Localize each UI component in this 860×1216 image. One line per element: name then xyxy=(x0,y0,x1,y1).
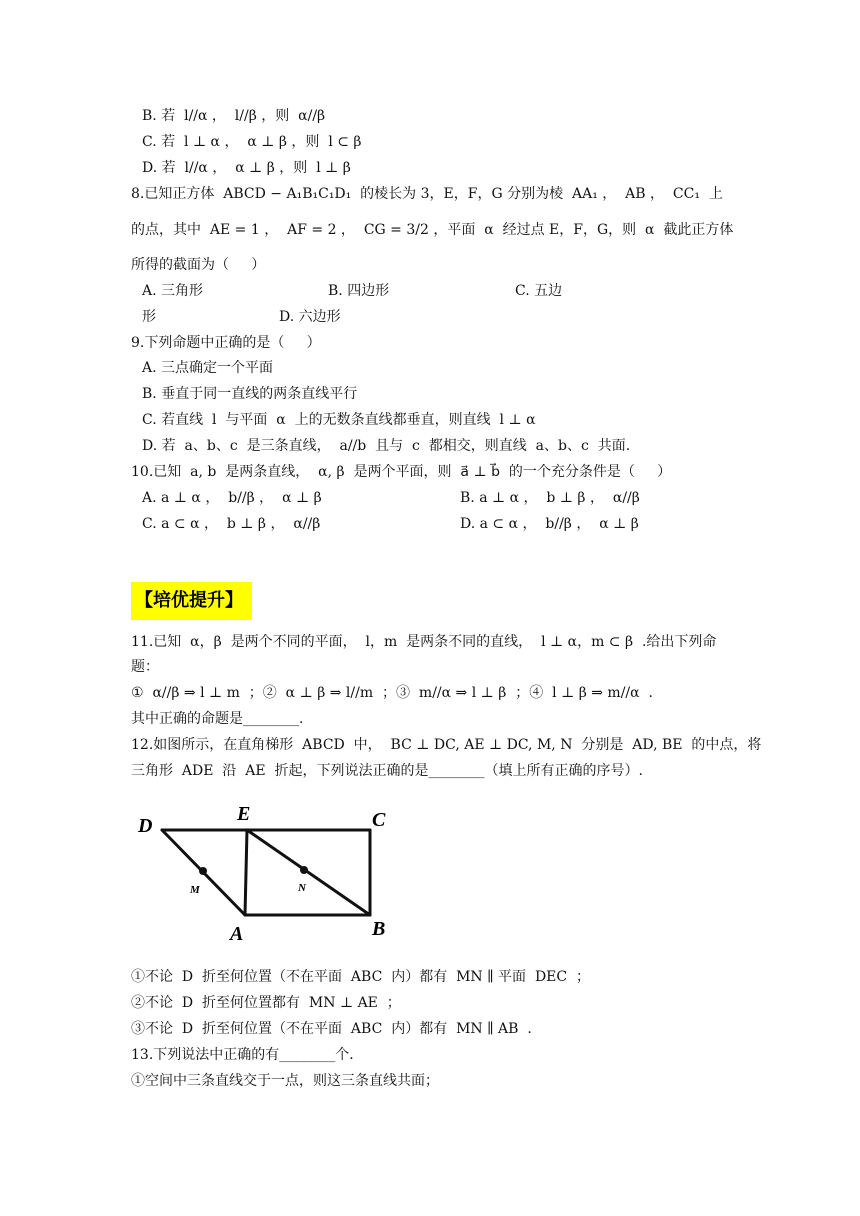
label-d: D xyxy=(138,815,153,837)
question-12-statement-3: ③不论 D 折至何位置（不在平面 ABC 内）都有 MN ∥ AB . xyxy=(131,1021,532,1037)
question-11-blank: 其中正确的命题是________. xyxy=(131,711,304,727)
question-13-statement-1: ①空间中三条直线交于一点，则这三条直线共面； xyxy=(131,1073,439,1089)
question-13-stem: 13.下列说法中正确的有________个. xyxy=(131,1047,354,1063)
question-12-stem-line-2: 三角形 ADE 沿 AE 折起，下列说法正确的是________（填上所有正确的序号）. xyxy=(131,763,643,779)
question-12-statement-2: ②不论 D 折至何位置都有 MN ⊥ AE ； xyxy=(131,995,401,1011)
question-8-stem-line-2: 的点，其中 AE = 1 ， AF = 2 ， CG = 3/2 ，平面 α 经过点 E，F，G，则 α 截此正方体 xyxy=(131,222,734,238)
question-9-option-c: C. 若直线 l 与平面 α 上的无数条直线都垂直，则直线 l ⊥ α xyxy=(142,412,536,428)
question-8-option-d: D. 六边形 xyxy=(279,309,341,325)
section-banner xyxy=(131,582,252,620)
question-11-propositions: ① α//β ⇒ l ⊥ m ；② α ⊥ β ⇒ l//m ；③ m//α ⇒ l ⊥ β ；④ l ⊥ β ⇒ m//α . xyxy=(131,685,653,701)
question-9-stem: 9.下列命题中正确的是（ ） xyxy=(131,335,321,351)
point-m xyxy=(199,867,207,875)
question-10-option-d: D. a ⊂ α ， b//β ， α ⊥ β xyxy=(460,516,639,532)
section-banner-label: 【培优提升】 xyxy=(135,590,243,611)
segment-eb xyxy=(247,830,370,915)
question-8-option-c-wrap: 形 xyxy=(142,309,156,325)
label-a: A xyxy=(230,923,244,945)
question-8-option-a: A. 三角形 xyxy=(142,283,204,299)
question-9-option-a: A. 三点确定一个平面 xyxy=(142,360,274,376)
label-e: E xyxy=(237,803,251,825)
question-10-stem: 10.已知 a, b 是两条直线， α, β 是两个平面，则 a⃗ ⊥ b⃗ 的一个充分条件是（ ） xyxy=(131,464,672,480)
question-10-option-b: B. a ⊥ α ， b ⊥ β ， α//β xyxy=(460,490,640,506)
label-m: M xyxy=(190,884,200,896)
segment-ea xyxy=(245,830,247,915)
question-8-option-b: B. 四边形 xyxy=(328,283,390,299)
question-11-stem-line-2: 题： xyxy=(131,659,159,675)
point-n xyxy=(300,866,308,874)
question-10-option-c: C. a ⊂ α ， b ⊥ β ， α//β xyxy=(142,516,321,532)
question-8-stem-line-3: 所得的截面为（ ） xyxy=(131,257,266,273)
question-8-option-c: C. 五边 xyxy=(515,283,563,299)
question-12-statement-1: ①不论 D 折至何位置（不在平面 ABC 内）都有 MN ∥ 平面 DEC ； xyxy=(131,969,591,985)
question-7-option-b: B. 若 l//α ， l//β ，则 α//β xyxy=(142,108,326,124)
label-b: B xyxy=(372,918,386,940)
trapezoid-figure xyxy=(130,800,400,945)
label-c: C xyxy=(372,809,386,831)
question-11-stem-line-1: 11.已知 α，β 是两个不同的平面， l，m 是两条不同的直线， l ⊥ α，m ⊂ β .给出下列命 xyxy=(131,634,717,650)
question-8-stem-line-1: 8.已知正方体 ABCD − A₁B₁C₁D₁ 的棱长为 3，E，F，G 分别为棱 AA₁ ， AB ， CC₁ 上 xyxy=(131,186,723,202)
label-n: N xyxy=(298,882,306,894)
question-9-option-d: D. 若 a、b、c 是三条直线， a//b 且与 c 都相交，则直线 a、b、c 共面. xyxy=(142,438,631,454)
question-7-option-c: C. 若 l ⊥ α ， α ⊥ β ，则 l ⊂ β xyxy=(142,134,362,150)
question-7-option-d: D. 若 l//α ， α ⊥ β ，则 l ⊥ β xyxy=(142,160,351,176)
question-9-option-b: B. 垂直于同一直线的两条直线平行 xyxy=(142,386,358,402)
question-12-stem-line-1: 12.如图所示，在直角梯形 ABCD 中， BC ⊥ DC, AE ⊥ DC, M, N 分别是 AD, BE 的中点，将 xyxy=(131,737,762,753)
question-10-option-a: A. a ⊥ α ， b//β ， α ⊥ β xyxy=(142,490,322,506)
